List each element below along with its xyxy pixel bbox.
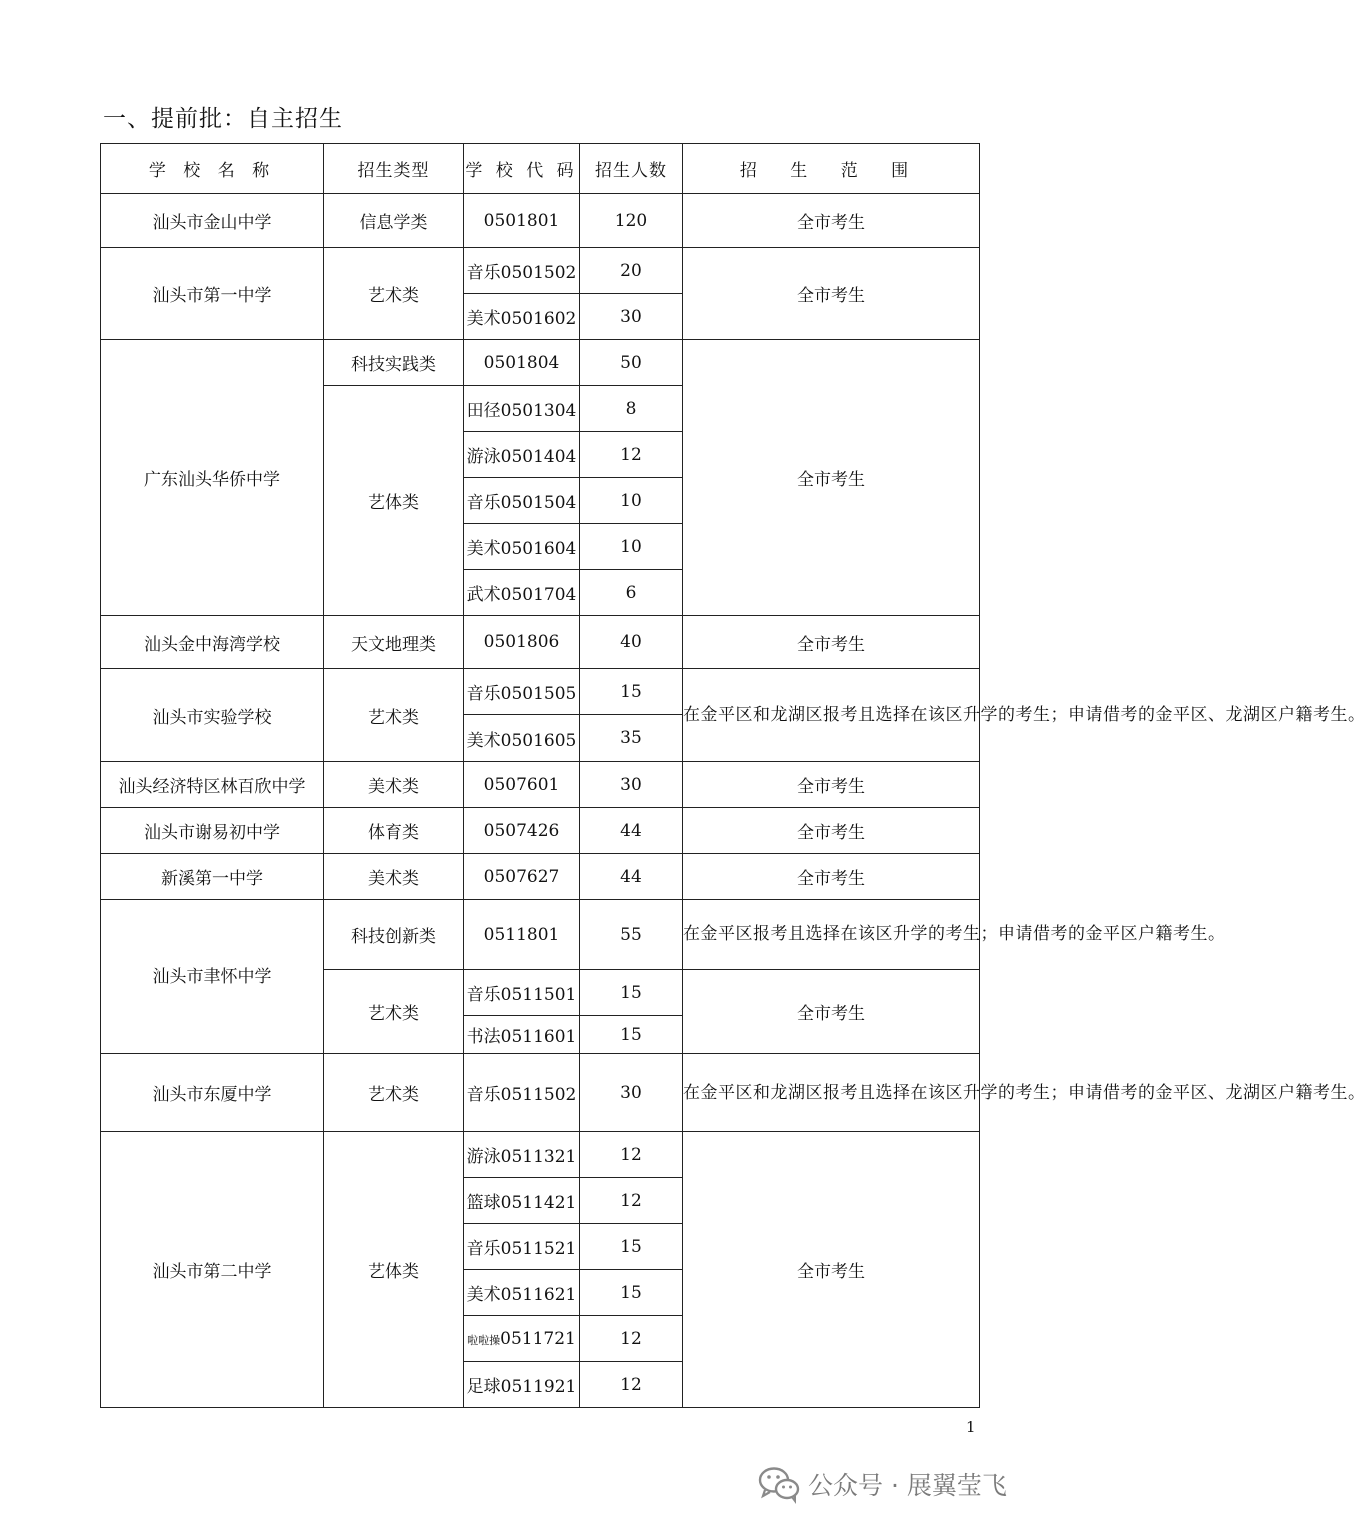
enroll-count: 12 xyxy=(580,1362,683,1408)
enroll-type: 艺体类 xyxy=(324,386,464,616)
header-range: 招 生 范 围 xyxy=(683,144,980,194)
enroll-type: 科技实践类 xyxy=(324,340,464,386)
enroll-count: 15 xyxy=(580,669,683,715)
school-code: 足球0511921 xyxy=(464,1362,580,1408)
enroll-count: 10 xyxy=(580,478,683,524)
school-name: 新溪第一中学 xyxy=(101,854,324,900)
enroll-range: 全市考生 xyxy=(683,340,980,616)
header-school: 学 校 名 称 xyxy=(101,144,324,194)
admission-table xyxy=(100,143,1366,1408)
school-code: 美术0501604 xyxy=(464,524,580,570)
enroll-count: 55 xyxy=(580,900,683,970)
header-count: 招生人数 xyxy=(580,144,683,194)
school-code: 0507601 xyxy=(464,762,580,808)
page-number: 1 xyxy=(966,1418,976,1436)
enroll-count: 30 xyxy=(580,762,683,808)
school-code: 田径0501304 xyxy=(464,386,580,432)
school-code: 音乐0501505 xyxy=(464,669,580,715)
school-code: 0501801 xyxy=(464,194,580,248)
school-code: 篮球0511421 xyxy=(464,1178,580,1224)
enroll-range: 全市考生 xyxy=(683,808,980,854)
enroll-count: 120 xyxy=(580,194,683,248)
school-name: 汕头金中海湾学校 xyxy=(101,616,324,669)
enroll-count: 30 xyxy=(580,294,683,340)
section-heading: 一、提前批：自主招生 xyxy=(103,106,343,132)
school-name: 汕头市金山中学 xyxy=(101,194,324,248)
enroll-type: 美术类 xyxy=(324,762,464,808)
school-name: 汕头市实验学校 xyxy=(101,669,324,762)
enroll-count: 12 xyxy=(580,1178,683,1224)
table-row xyxy=(101,854,980,900)
enroll-type: 艺术类 xyxy=(324,970,464,1054)
code-prefix: 啦啦操 xyxy=(467,1333,501,1347)
table-row xyxy=(101,248,980,294)
table-row xyxy=(101,194,980,248)
enroll-count: 44 xyxy=(580,854,683,900)
school-code: 音乐0511501 xyxy=(464,970,580,1016)
enroll-count: 44 xyxy=(580,808,683,854)
enroll-range: 全市考生 xyxy=(683,762,980,808)
watermark xyxy=(758,1463,1007,1505)
enroll-count: 15 xyxy=(580,1016,683,1054)
enroll-type: 信息学类 xyxy=(324,194,464,248)
school-name: 汕头市第一中学 xyxy=(101,248,324,340)
school-code: 0501804 xyxy=(464,340,580,386)
enroll-count: 50 xyxy=(580,340,683,386)
table-row xyxy=(101,1054,980,1132)
school-code: 音乐0501502 xyxy=(464,248,580,294)
enroll-range: 全市考生 xyxy=(683,616,980,669)
school-code: 武术0501704 xyxy=(464,570,580,616)
enroll-count: 10 xyxy=(580,524,683,570)
enroll-range: 在金平区和龙湖区报考且选择在该区升学的考生；申请借考的金平区、龙湖区户籍考生。 xyxy=(683,669,980,762)
header-code: 学 校 代 码 xyxy=(464,144,580,194)
enroll-count: 8 xyxy=(580,386,683,432)
school-name: 汕头市聿怀中学 xyxy=(101,900,324,1054)
school-code: 书法0511601 xyxy=(464,1016,580,1054)
enroll-range: 在金平区和龙湖区报考且选择在该区升学的考生；申请借考的金平区、龙湖区户籍考生。 xyxy=(683,1054,980,1132)
enroll-type: 艺体类 xyxy=(324,1132,464,1408)
enroll-count: 12 xyxy=(580,432,683,478)
table-row xyxy=(101,762,980,808)
table-row xyxy=(101,616,980,669)
enroll-count: 15 xyxy=(580,970,683,1016)
watermark-text: 公众号 · 展翼莹飞 xyxy=(808,1471,1007,1500)
school-code: 美术0501602 xyxy=(464,294,580,340)
enroll-type: 艺术类 xyxy=(324,1054,464,1132)
school-code: 游泳0501404 xyxy=(464,432,580,478)
school-name: 汕头市第二中学 xyxy=(101,1132,324,1408)
school-code: 0501806 xyxy=(464,616,580,669)
enroll-type: 体育类 xyxy=(324,808,464,854)
enroll-range: 在金平区报考且选择在该区升学的考生；申请借考的金平区户籍考生。 xyxy=(683,900,980,970)
enroll-type: 艺术类 xyxy=(324,669,464,762)
table-row xyxy=(101,808,980,854)
school-name: 汕头市东厦中学 xyxy=(101,1054,324,1132)
enroll-type: 科技创新类 xyxy=(324,900,464,970)
enroll-range: 全市考生 xyxy=(683,854,980,900)
enroll-type: 美术类 xyxy=(324,854,464,900)
enroll-range: 全市考生 xyxy=(683,194,980,248)
school-name: 汕头市谢易初中学 xyxy=(101,808,324,854)
school-code: 0507426 xyxy=(464,808,580,854)
school-code: 游泳0511321 xyxy=(464,1132,580,1178)
table-header-row xyxy=(101,144,980,194)
table-row xyxy=(101,669,980,715)
enroll-range: 全市考生 xyxy=(683,970,980,1054)
school-name: 广东汕头华侨中学 xyxy=(101,340,324,616)
school-code: 音乐0511502 xyxy=(464,1054,580,1132)
school-code: 美术0511621 xyxy=(464,1270,580,1316)
school-code: 0511801 xyxy=(464,900,580,970)
enroll-count: 40 xyxy=(580,616,683,669)
table-row xyxy=(101,900,980,970)
enroll-type: 天文地理类 xyxy=(324,616,464,669)
enroll-count: 35 xyxy=(580,715,683,762)
enroll-count: 15 xyxy=(580,1224,683,1270)
enroll-count: 20 xyxy=(580,248,683,294)
enroll-count: 12 xyxy=(580,1132,683,1178)
school-code: 0507627 xyxy=(464,854,580,900)
enroll-range: 全市考生 xyxy=(683,248,980,340)
school-code: 美术0501605 xyxy=(464,715,580,762)
school-name: 汕头经济特区林百欣中学 xyxy=(101,762,324,808)
table-row xyxy=(101,1132,980,1178)
wechat-icon xyxy=(758,1465,800,1503)
header-type: 招生类型 xyxy=(324,144,464,194)
enroll-count: 15 xyxy=(580,1270,683,1316)
school-code: 0511721 xyxy=(500,1328,576,1349)
enroll-range: 全市考生 xyxy=(683,1132,980,1408)
enroll-count: 6 xyxy=(580,570,683,616)
table-row xyxy=(101,340,980,386)
school-code: 音乐0501504 xyxy=(464,478,580,524)
enroll-count: 12 xyxy=(580,1316,683,1362)
school-code: 音乐0511521 xyxy=(464,1224,580,1270)
enroll-count: 30 xyxy=(580,1054,683,1132)
enroll-type: 艺术类 xyxy=(324,248,464,340)
school-code-cell xyxy=(464,1316,580,1362)
